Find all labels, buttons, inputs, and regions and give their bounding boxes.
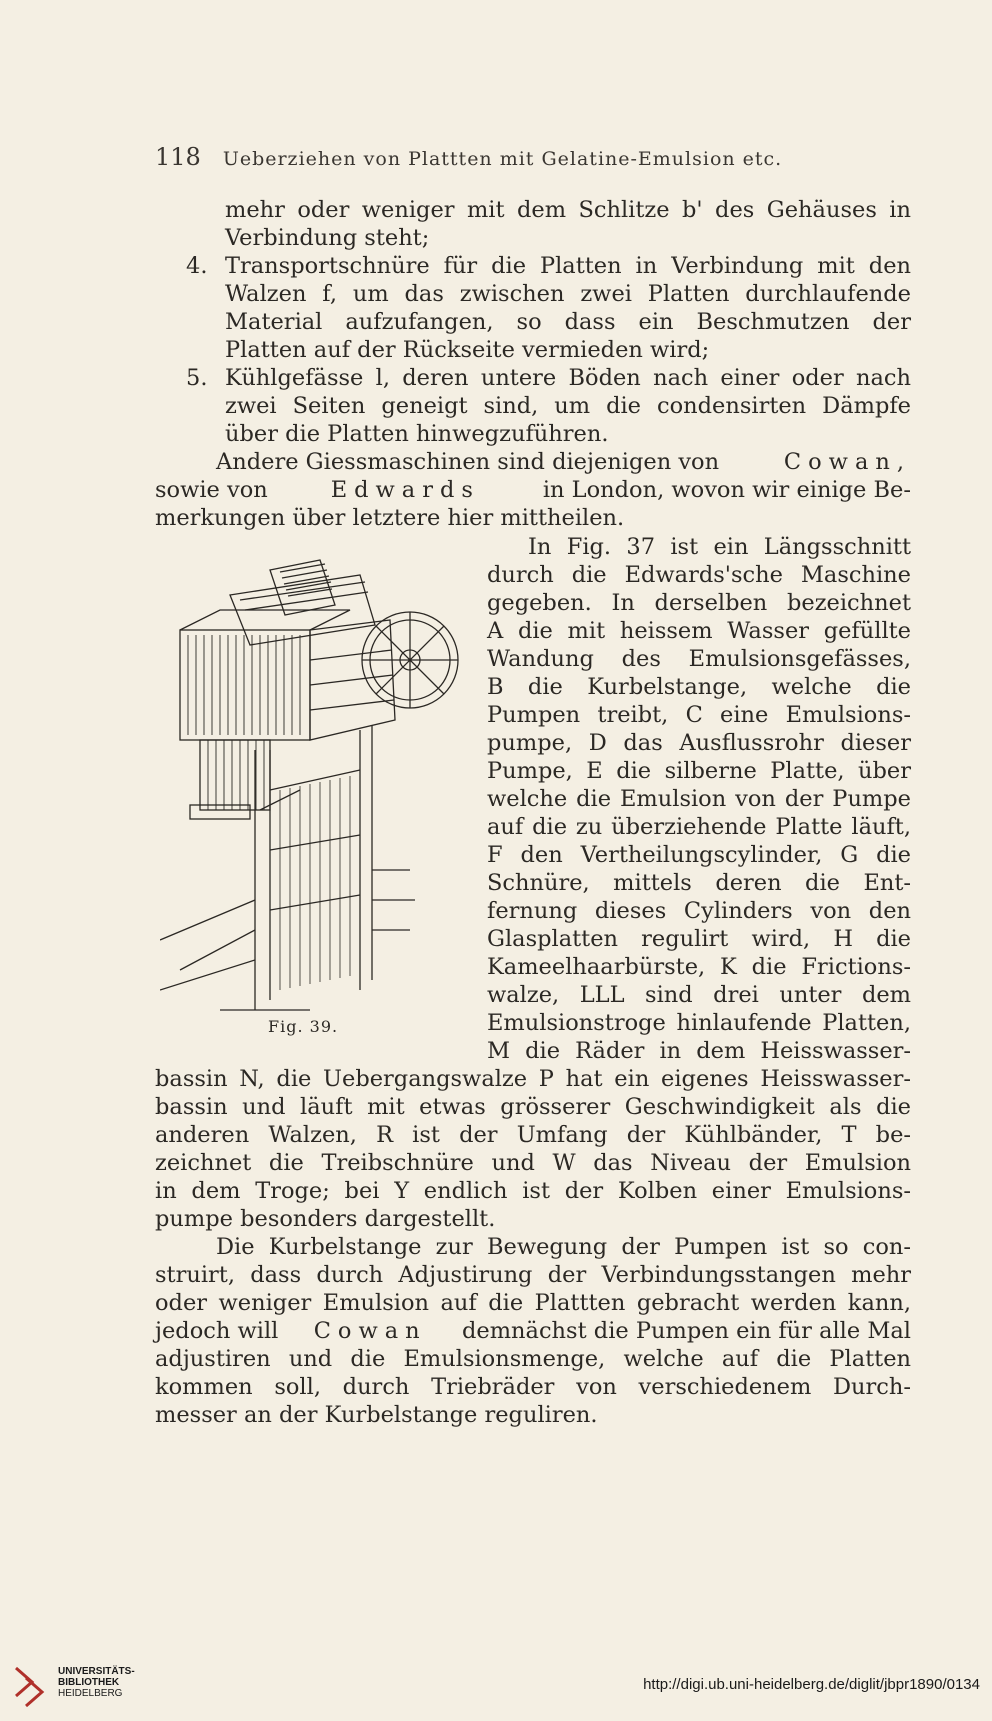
text-line: Material aufzufangen, so dass ein Beschmutzen der	[225, 309, 911, 335]
text-line: durch die Edwards'sche Maschine	[487, 562, 911, 588]
text-line: sowie von Edwards in London, wovon wir einige Be-	[155, 477, 911, 503]
text-line: F den Vertheilungscylinder, G die	[487, 842, 911, 868]
machine-engraving-illustration	[160, 550, 460, 1020]
text-line: bassin und läuft mit etwas grösserer Geschwindigkeit als die	[155, 1094, 911, 1120]
text-line: anderen Walzen, R ist der Umfang der Kühlbänder, T be-	[155, 1122, 911, 1148]
text-line: M die Räder in dem Heisswasser-	[487, 1038, 911, 1064]
running-header	[155, 143, 915, 171]
figure-caption: Fig. 39.	[268, 1017, 339, 1036]
text-line: Die Kurbelstange zur Bewegung der Pumpen ist so con-	[216, 1234, 911, 1260]
text-line: merkungen über letztere hier mittheilen.	[155, 505, 625, 531]
name-cowan: Cowan,	[783, 449, 911, 475]
text-line: kommen soll, durch Triebräder von verschiedenem Durch-	[155, 1374, 911, 1400]
text-line: Platten auf der Rückseite vermieden wird;	[225, 337, 710, 363]
text-line: Schnüre, mittels deren die Ent-	[487, 870, 911, 896]
source-url-link[interactable]: http://digi.ub.uni-heidelberg.de/diglit/jbpr1890/0134	[643, 1676, 980, 1693]
library-name: UNIVERSITÄTS- BIBLIOTHEK HEIDELBERG	[58, 1666, 135, 1699]
list-number: 4.	[186, 253, 208, 279]
text-line: Kühlgefässe l, deren untere Böden nach einer oder nach	[225, 365, 911, 391]
running-title: Ueberziehen von Plattten mit Gelatine-Emulsion etc.	[222, 148, 783, 170]
text-line: mehr oder weniger mit dem Schlitze b' des Gehäuses in	[225, 197, 911, 223]
text-line: jedoch will Cowan demnächst die Pumpen ein für alle Mal	[155, 1318, 911, 1344]
text-line: Andere Giessmaschinen sind diejenigen von Cowan,	[216, 449, 911, 475]
text-line: messer an der Kurbelstange reguliren.	[155, 1402, 598, 1428]
text-line: Verbindung steht;	[225, 225, 430, 251]
text-line: pumpe besonders dargestellt.	[155, 1206, 496, 1232]
text-line: Pumpen treibt, C eine Emulsions-	[487, 702, 911, 728]
text-line: Emulsionstroge hinlaufende Platten,	[487, 1010, 911, 1036]
text-line: auf die zu überziehende Platte läuft,	[487, 814, 911, 840]
text-line: B die Kurbelstange, welche die	[487, 674, 911, 700]
name-edwards: Edwards	[330, 477, 480, 503]
text-line: bassin N, die Uebergangswalze P hat ein eigenes Heisswasser-	[155, 1066, 911, 1092]
text-line: oder weniger Emulsion auf die Plattten gebracht werden kann,	[155, 1290, 911, 1316]
text-line: zwei Seiten geneigt sind, um die condensirten Dämpfe	[225, 393, 911, 419]
text-line: fernung dieses Cylinders von den	[487, 898, 911, 924]
text-line: Transportschnüre für die Platten in Verbindung mit den	[225, 253, 911, 279]
text-line: zeichnet die Treibschnüre und W das Niveau der Emulsion	[155, 1150, 911, 1176]
text-line: pumpe, D das Ausflussrohr dieser	[487, 730, 911, 756]
text-line: über die Platten hinwegzuführen.	[225, 421, 609, 447]
text-line: walze, LLL sind drei unter dem	[487, 982, 911, 1008]
text-line: gegeben. In derselben bezeichnet	[487, 590, 911, 616]
name-cowan: Cowan	[313, 1318, 427, 1344]
text-line: Glasplatten regulirt wird, H die	[487, 926, 911, 952]
text-line: struirt, dass durch Adjustirung der Verbindungsstangen mehr	[155, 1262, 911, 1288]
text-line: adjustiren und die Emulsionsmenge, welche auf die Platten	[155, 1346, 911, 1372]
page-number: 118	[155, 143, 201, 171]
text-line: In Fig. 37 ist ein Längsschnitt	[528, 534, 911, 560]
library-logo-icon	[12, 1662, 52, 1712]
text-line: Pumpe, E die silberne Platte, über	[487, 758, 911, 784]
text-line: in dem Troge; bei Y endlich ist der Kolben einer Emulsions-	[155, 1178, 911, 1204]
text-line: Kameelhaarbürste, K die Frictions-	[487, 954, 911, 980]
text-line: Wandung des Emulsionsgefässes,	[487, 646, 911, 672]
text-line: A die mit heissem Wasser gefüllte	[487, 618, 911, 644]
text-line: welche die Emulsion von der Pumpe	[487, 786, 911, 812]
text-line: Walzen f, um das zwischen zwei Platten durchlaufende	[225, 281, 911, 307]
list-number: 5.	[186, 365, 208, 391]
